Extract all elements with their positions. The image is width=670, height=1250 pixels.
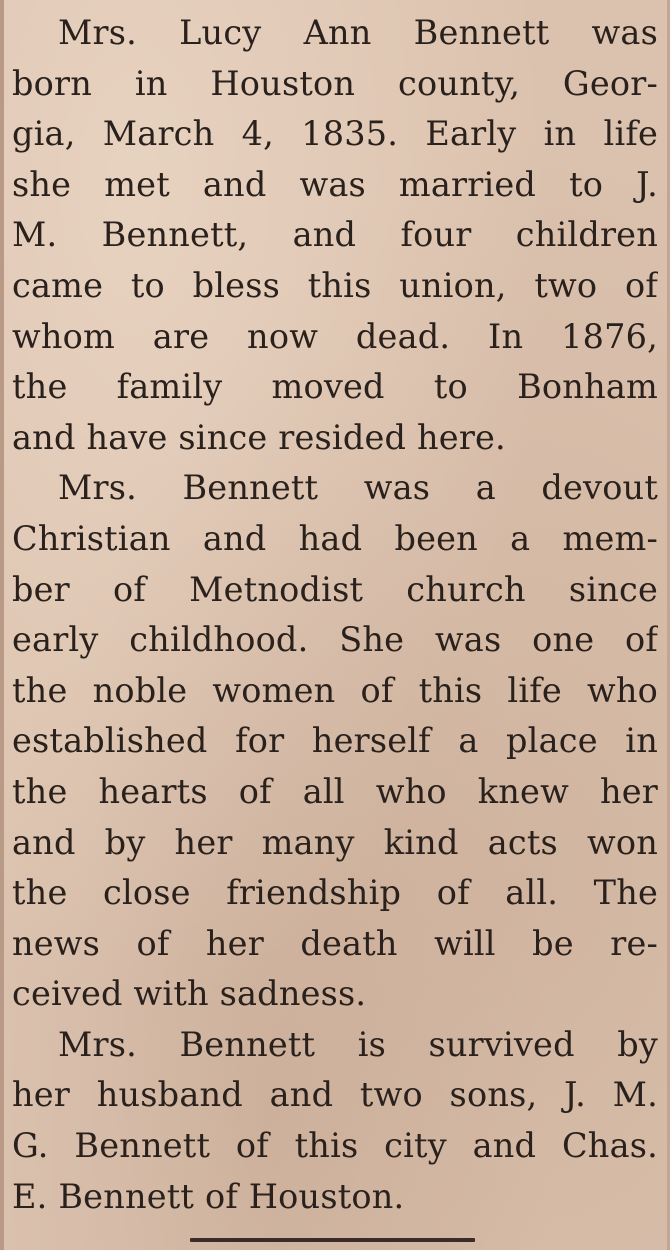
text-line: and have since resided here. bbox=[12, 417, 506, 457]
text-line: Mrs. Bennett was a devout bbox=[58, 468, 658, 508]
text-line: she met and was married to J. bbox=[12, 164, 658, 204]
text-line: M. Bennett, and four children bbox=[12, 215, 658, 255]
text-line: her husband and two sons, J. M. bbox=[12, 1075, 658, 1115]
text-line: came to bless this union, two of bbox=[12, 265, 658, 305]
text-line: established for herself a place in bbox=[12, 721, 658, 761]
text-line: ber of Metnodist church since bbox=[12, 569, 658, 609]
text-line: the family moved to Bonham bbox=[12, 367, 658, 407]
text-line: ceived with sadness. bbox=[12, 974, 367, 1014]
text-line: G. Bennett of this city and Chas. bbox=[12, 1126, 658, 1166]
obituary-article bbox=[12, 8, 658, 1222]
text-line: Christian and had been a mem- bbox=[12, 518, 658, 558]
text-line: the hearts of all who knew her bbox=[12, 771, 658, 811]
text-line: and by her many kind acts won bbox=[12, 822, 658, 862]
text-line: E. Bennett of Houston. bbox=[12, 1176, 405, 1216]
text-line: the noble women of this life who bbox=[12, 670, 658, 710]
text-line: gia, March 4, 1835. Early in life bbox=[12, 114, 658, 154]
paper-edge-left bbox=[0, 0, 4, 1250]
text-line: whom are now dead. In 1876, bbox=[12, 316, 658, 356]
text-line: born in Houston county, Geor- bbox=[12, 63, 658, 103]
text-line: news of her death will be re- bbox=[12, 923, 658, 963]
end-rule bbox=[190, 1238, 475, 1242]
text-line: early childhood. She was one of bbox=[12, 620, 658, 660]
text-line: Mrs. Bennett is survived by bbox=[58, 1024, 658, 1064]
text-line: Mrs. Lucy Ann Bennett was bbox=[58, 13, 658, 52]
text-line: the close friendship of all. The bbox=[12, 873, 658, 913]
